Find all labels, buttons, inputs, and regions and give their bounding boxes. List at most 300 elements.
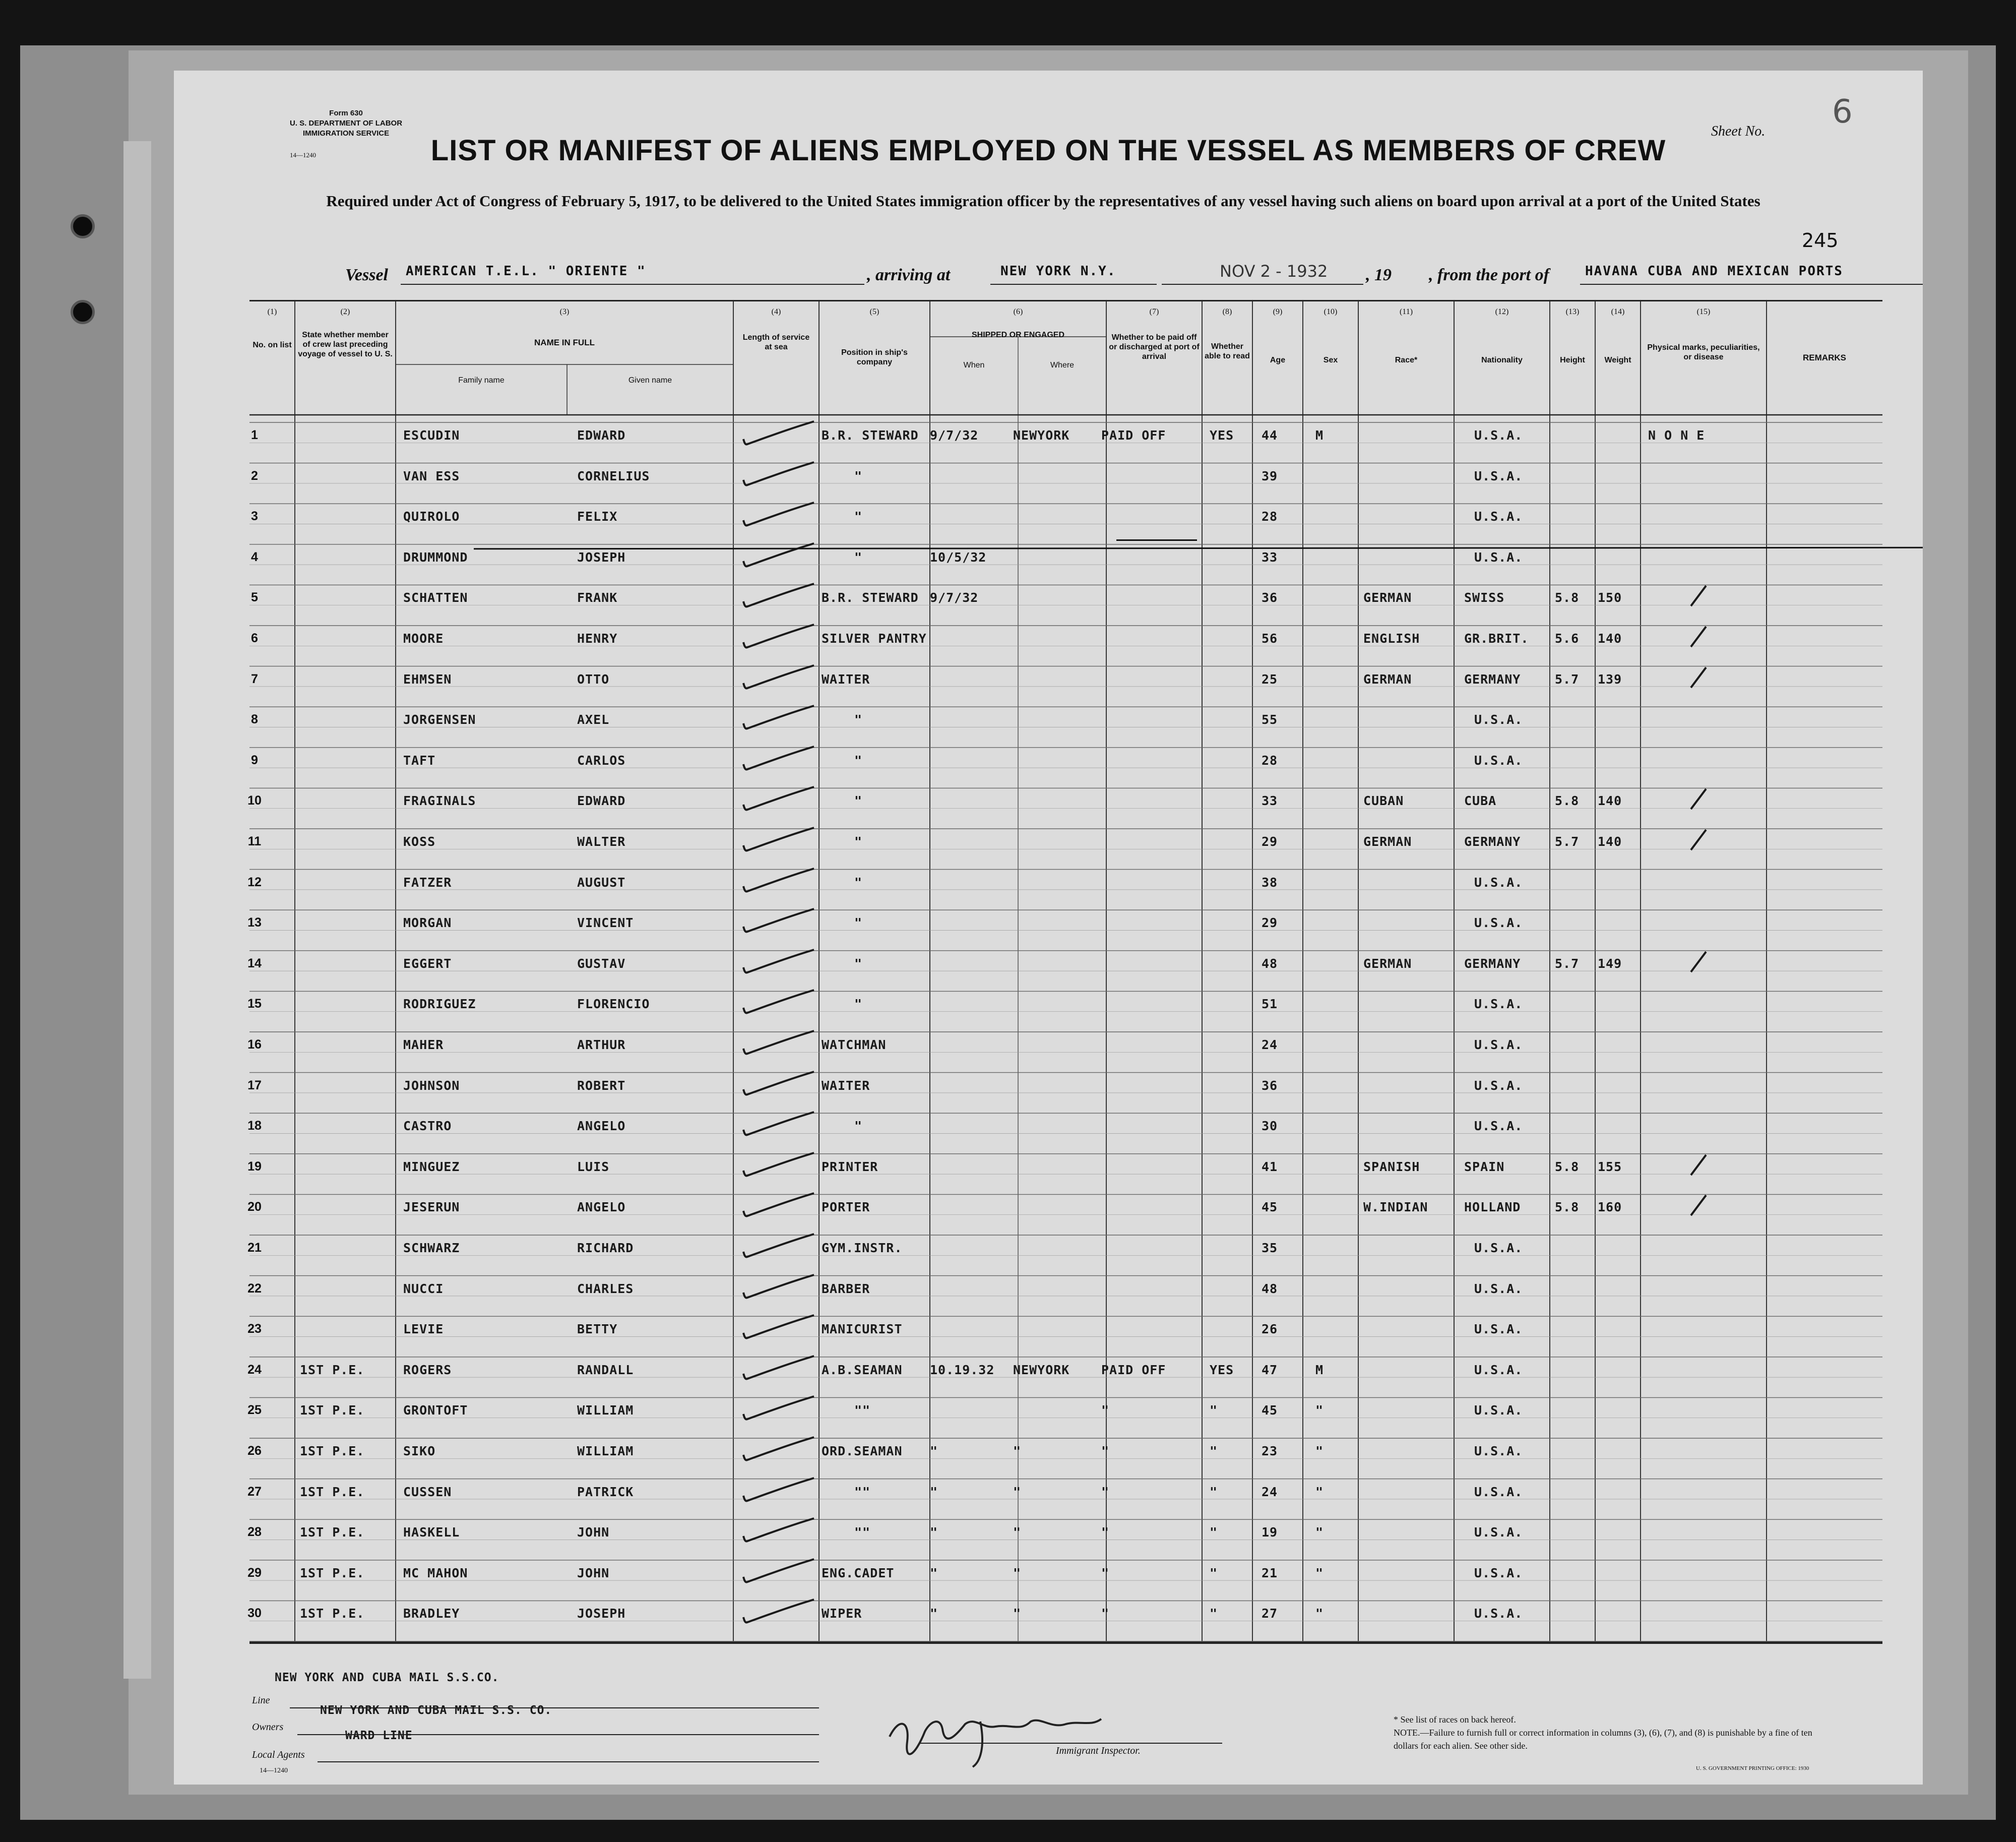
header-shipped-or-engaged: SHIPPED OR ENGAGED xyxy=(971,331,1065,339)
cell-height: 5.7 xyxy=(1555,671,1580,687)
cell-height: 5.8 xyxy=(1555,1159,1580,1174)
page-title: LIST OR MANIFEST OF ALIENS EMPLOYED ON THE VESSEL AS MEMBERS OF CREW xyxy=(430,134,1666,167)
header-race: Race* xyxy=(1395,356,1418,364)
cell-when: 9/7/32 xyxy=(930,428,979,443)
cell-position: " xyxy=(854,753,863,768)
cell-no: 21 xyxy=(247,1241,262,1255)
cell-nationality: U.S.A. xyxy=(1474,1444,1523,1458)
cell-no: 1 xyxy=(251,428,258,442)
cell-where: " xyxy=(1013,1565,1022,1580)
vessel-value: AMERICAN T.E.L. " ORIENTE " xyxy=(406,264,646,279)
service-check-stroke xyxy=(743,828,814,851)
service-check-mark xyxy=(738,1476,819,1506)
service-check-mark xyxy=(738,744,819,774)
cell-position: " xyxy=(854,834,863,849)
service-check-stroke xyxy=(743,869,814,892)
service-check-mark xyxy=(738,419,819,449)
cell-state: 1ST P.E. xyxy=(300,1606,365,1621)
cell-position: "" xyxy=(854,1525,871,1540)
cell-given: WILLIAM xyxy=(577,1444,634,1458)
cell-read: " xyxy=(1210,1444,1218,1458)
cell-family: MC MAHON xyxy=(403,1565,468,1580)
cell-given: JOHN xyxy=(577,1525,610,1540)
cell-given: ARTHUR xyxy=(577,1037,626,1052)
from-port-value: HAVANA CUBA AND MEXICAN PORTS xyxy=(1585,264,1843,279)
cell-weight: 140 xyxy=(1598,834,1622,849)
cell-family: MOORE xyxy=(403,631,444,646)
col-num-2: (2) xyxy=(340,308,350,316)
physical-marks-tick-stroke xyxy=(1691,952,1706,972)
cell-state: 1ST P.E. xyxy=(300,1565,365,1580)
physical-marks-tick-stroke xyxy=(1691,586,1706,606)
cell-position: MANICURIST xyxy=(822,1322,903,1337)
service-check-stroke xyxy=(743,421,814,445)
physical-marks-tick-stroke xyxy=(1691,1155,1706,1175)
cell-where: NEWYORK xyxy=(1013,1362,1070,1377)
footer-form-code: 14—1240 xyxy=(260,1767,288,1774)
physical-marks-tick xyxy=(1686,949,1716,979)
cell-when: 10/5/32 xyxy=(930,549,987,565)
cell-nationality: U.S.A. xyxy=(1474,549,1523,565)
cell-family: SCHWARZ xyxy=(403,1241,460,1255)
col-num-11: (11) xyxy=(1399,308,1413,316)
cell-age: 27 xyxy=(1262,1606,1278,1621)
cell-given: AXEL xyxy=(577,712,610,727)
service-check-stroke xyxy=(743,1031,814,1054)
cell-sex: " xyxy=(1315,1606,1324,1621)
service-check-stroke xyxy=(743,747,814,770)
cell-given: CHARLES xyxy=(577,1281,634,1296)
physical-marks-tick xyxy=(1686,786,1716,817)
cell-when: " xyxy=(930,1565,938,1580)
cell-no: 12 xyxy=(247,875,262,889)
cell-age: 51 xyxy=(1262,997,1278,1012)
service-check-stroke xyxy=(743,1600,814,1623)
service: IMMIGRATION SERVICE xyxy=(302,129,390,138)
cell-family: TAFT xyxy=(403,753,436,768)
cell-nationality: U.S.A. xyxy=(1474,712,1523,727)
cell-sex: " xyxy=(1315,1403,1324,1418)
service-check-mark xyxy=(738,1272,819,1303)
cell-no: 7 xyxy=(251,671,258,686)
cell-nationality: GERMANY xyxy=(1464,671,1521,687)
arrival-date: NOV 2 - 1932 xyxy=(1220,262,1328,281)
cell-given: ANGELO xyxy=(577,1119,626,1134)
cell-read: YES xyxy=(1210,428,1234,443)
header-paid-off: Whether to be paid off or discharged at port of arrival xyxy=(1109,333,1200,361)
cell-no: 9 xyxy=(251,753,258,767)
cell-no: 11 xyxy=(247,834,262,848)
cell-read: YES xyxy=(1210,1362,1234,1377)
form-code: 14—1240 xyxy=(290,151,316,159)
cell-weight: 139 xyxy=(1598,671,1622,687)
cell-no: 25 xyxy=(247,1403,262,1418)
cell-given: FLORENCIO xyxy=(577,997,650,1012)
cell-position: " xyxy=(854,793,863,809)
service-check-stroke xyxy=(743,909,814,932)
header-given-name: Given name xyxy=(628,376,672,385)
binder-hole xyxy=(71,300,95,324)
cell-nationality: U.S.A. xyxy=(1474,468,1523,483)
cell-position: "" xyxy=(854,1403,871,1418)
cell-no: 17 xyxy=(247,1078,262,1092)
cell-when: " xyxy=(930,1444,938,1458)
cell-position: B.R. STEWARD xyxy=(822,590,919,605)
cell-weight: 150 xyxy=(1598,590,1622,605)
cell-position: B.R. STEWARD xyxy=(822,428,919,443)
cell-nationality: U.S.A. xyxy=(1474,753,1523,768)
cell-sex: M xyxy=(1315,428,1324,443)
cell-given: JOSEPH xyxy=(577,549,626,565)
col-num-1: (1) xyxy=(267,308,277,316)
cell-position: " xyxy=(854,468,863,483)
cell-age: 48 xyxy=(1262,1281,1278,1296)
header-position: Position in ship's company xyxy=(841,348,908,366)
cell-no: 8 xyxy=(251,712,258,727)
cell-given: RANDALL xyxy=(577,1362,634,1377)
cell-nationality: U.S.A. xyxy=(1474,1403,1523,1418)
cell-where: " xyxy=(1013,1606,1022,1621)
service-check-mark xyxy=(738,581,819,611)
cell-nationality: U.S.A. xyxy=(1474,915,1523,931)
service-check-mark xyxy=(738,906,819,937)
service-check-stroke xyxy=(743,990,814,1013)
header-weight: Weight xyxy=(1604,356,1631,364)
form-number: Form 630 xyxy=(329,109,363,117)
col-num-9: (9) xyxy=(1273,308,1283,316)
cell-race: GERMAN xyxy=(1363,590,1412,605)
cell-age: 33 xyxy=(1262,549,1278,565)
binder-hole xyxy=(71,214,95,238)
cell-given: JOHN xyxy=(577,1565,610,1580)
cell-family: CUSSEN xyxy=(403,1484,452,1499)
cell-no: 5 xyxy=(251,590,258,605)
cell-where: " xyxy=(1013,1525,1022,1540)
cell-nationality: U.S.A. xyxy=(1474,1037,1523,1052)
cell-given: CARLOS xyxy=(577,753,626,768)
cell-nationality: U.S.A. xyxy=(1474,1565,1523,1580)
service-check-stroke xyxy=(743,1315,814,1338)
col-num-15: (15) xyxy=(1696,308,1711,316)
service-check-mark xyxy=(738,663,819,693)
col-num-6: (6) xyxy=(1013,308,1023,316)
header-nationality: Nationality xyxy=(1481,356,1523,364)
line-value: NEW YORK AND CUBA MAIL S.S.CO. xyxy=(275,1671,499,1684)
cell-age: 56 xyxy=(1262,631,1278,646)
cell-given: EDWARD xyxy=(577,428,626,443)
col-num-8: (8) xyxy=(1222,308,1232,316)
service-check-stroke xyxy=(743,625,814,648)
cell-race: SPANISH xyxy=(1363,1159,1420,1174)
arriving-label: , arriving at xyxy=(867,266,951,284)
cell-age: 28 xyxy=(1262,753,1278,768)
cell-nationality: U.S.A. xyxy=(1474,1362,1523,1377)
cell-age: 45 xyxy=(1262,1200,1278,1215)
col-num-5: (5) xyxy=(869,308,879,316)
physical-marks-tick-stroke xyxy=(1691,830,1706,850)
cell-position: " xyxy=(854,956,863,971)
cell-no: 16 xyxy=(247,1037,262,1052)
cell-age: 19 xyxy=(1262,1525,1278,1540)
local-agents-value: WARD LINE xyxy=(345,1729,413,1742)
col-num-3: (3) xyxy=(559,308,570,316)
cell-age: 39 xyxy=(1262,468,1278,483)
page-edge-strip xyxy=(123,141,151,1679)
cell-no: 27 xyxy=(247,1484,262,1499)
cell-age: 24 xyxy=(1262,1484,1278,1499)
cell-given: OTTO xyxy=(577,671,610,687)
physical-marks-tick xyxy=(1686,583,1716,613)
cell-given: BETTY xyxy=(577,1322,618,1337)
cell-paid: " xyxy=(1101,1484,1110,1499)
cell-no: 29 xyxy=(247,1565,262,1580)
cell-family: ROGERS xyxy=(403,1362,452,1377)
cell-given: ANGELO xyxy=(577,1200,626,1215)
service-check-mark xyxy=(738,866,819,896)
service-check-mark xyxy=(738,947,819,977)
cell-given: CORNELIUS xyxy=(577,468,650,483)
col-num-12: (12) xyxy=(1495,308,1509,316)
cell-family: GRONTOFT xyxy=(403,1403,468,1418)
cell-when: " xyxy=(930,1484,938,1499)
service-check-mark xyxy=(738,784,819,815)
header-state: State whether member of crew last preceding voyage of vessel to U. S. xyxy=(298,331,393,358)
header-where: Where xyxy=(1050,361,1075,370)
cell-no: 19 xyxy=(247,1159,262,1174)
cell-age: 21 xyxy=(1262,1565,1278,1580)
cell-when: " xyxy=(930,1525,938,1540)
cell-no: 14 xyxy=(247,956,262,970)
physical-marks-tick-stroke xyxy=(1691,627,1706,647)
crew-table xyxy=(249,300,1882,1644)
cell-family: BRADLEY xyxy=(403,1606,460,1621)
service-check-stroke xyxy=(743,1193,814,1216)
cell-where: " xyxy=(1013,1484,1022,1499)
cell-read: " xyxy=(1210,1525,1218,1540)
cell-position: GYM.INSTR. xyxy=(822,1241,903,1255)
cell-family: JORGENSEN xyxy=(403,712,476,727)
cell-when: 10.19.32 xyxy=(930,1362,995,1377)
cell-physical: N O N E xyxy=(1648,428,1705,443)
cell-no: 4 xyxy=(251,549,258,564)
cell-race: ENGLISH xyxy=(1363,631,1420,646)
from-port-label: , from the port of xyxy=(1429,266,1549,284)
service-check-stroke xyxy=(743,584,814,607)
cell-no: 13 xyxy=(247,915,262,930)
cell-nationality: U.S.A. xyxy=(1474,1241,1523,1255)
cell-age: 47 xyxy=(1262,1362,1278,1377)
col-num-14: (14) xyxy=(1611,308,1625,316)
cell-height: 5.8 xyxy=(1555,1200,1580,1215)
cell-position: " xyxy=(854,549,863,565)
cell-read: " xyxy=(1210,1484,1218,1499)
header-age: Age xyxy=(1270,356,1286,364)
service-check-mark xyxy=(738,1069,819,1099)
cell-nationality: GERMANY xyxy=(1464,834,1521,849)
cell-no: 22 xyxy=(247,1281,262,1296)
cell-state: 1ST P.E. xyxy=(300,1362,365,1377)
header-no-on-list: No. on list xyxy=(253,341,292,349)
cell-position: A.B.SEAMAN xyxy=(822,1362,903,1377)
header-sex: Sex xyxy=(1323,356,1338,364)
cell-sex: " xyxy=(1315,1565,1324,1580)
cell-state: 1ST P.E. xyxy=(300,1403,365,1418)
cell-age: 55 xyxy=(1262,712,1278,727)
cell-age: 36 xyxy=(1262,590,1278,605)
cell-given: HENRY xyxy=(577,631,618,646)
physical-marks-tick xyxy=(1686,624,1716,654)
cell-family: KOSS xyxy=(403,834,436,849)
cell-family: FATZER xyxy=(403,875,452,890)
service-check-stroke xyxy=(743,950,814,973)
cell-position: PRINTER xyxy=(822,1159,878,1174)
cell-family: EGGERT xyxy=(403,956,452,971)
cell-no: 2 xyxy=(251,468,258,483)
cell-sex: " xyxy=(1315,1484,1324,1499)
col-num-4: (4) xyxy=(771,308,781,316)
vessel-label: Vessel xyxy=(345,266,388,284)
service-check-mark xyxy=(738,460,819,490)
department: U. S. DEPARTMENT OF LABOR xyxy=(290,119,403,128)
service-check-stroke xyxy=(743,706,814,729)
inspector-signature xyxy=(879,1701,1162,1772)
cell-age: 23 xyxy=(1262,1444,1278,1458)
cell-age: 28 xyxy=(1262,509,1278,524)
cell-position: "" xyxy=(854,1484,871,1499)
cell-when: 9/7/32 xyxy=(930,590,979,605)
service-check-stroke xyxy=(743,1112,814,1135)
cell-sex: M xyxy=(1315,1362,1324,1377)
physical-marks-tick-stroke xyxy=(1691,1195,1706,1215)
cell-nationality: U.S.A. xyxy=(1474,997,1523,1012)
cell-family: HASKELL xyxy=(403,1525,460,1540)
cell-paid: PAID OFF xyxy=(1101,428,1166,443)
cell-state: 1ST P.E. xyxy=(300,1484,365,1499)
cell-family: NUCCI xyxy=(403,1281,444,1296)
cell-nationality: U.S.A. xyxy=(1474,875,1523,890)
cell-family: MORGAN xyxy=(403,915,452,931)
cell-position: WIPER xyxy=(822,1606,862,1621)
cell-family: EHMSEN xyxy=(403,671,452,687)
cell-no: 18 xyxy=(247,1119,262,1133)
sheet-label: Sheet No. xyxy=(1711,124,1766,139)
cell-height: 5.8 xyxy=(1555,590,1580,605)
cell-no: 3 xyxy=(251,509,258,524)
cell-race: GERMAN xyxy=(1363,834,1412,849)
cell-nationality: U.S.A. xyxy=(1474,1606,1523,1621)
cell-sex: " xyxy=(1315,1444,1324,1458)
cell-nationality: GERMANY xyxy=(1464,956,1521,971)
header-able-to-read: Whether able to read xyxy=(1205,342,1250,360)
service-check-mark xyxy=(738,541,819,571)
cell-position: SILVER PANTRY xyxy=(822,631,927,646)
cell-given: EDWARD xyxy=(577,793,626,809)
service-check-stroke xyxy=(743,503,814,526)
service-check-mark xyxy=(738,988,819,1018)
cell-where: NEWYORK xyxy=(1013,428,1070,443)
cell-height: 5.6 xyxy=(1555,631,1580,646)
cell-position: ENG.CADET xyxy=(822,1565,895,1580)
service-check-stroke xyxy=(743,665,814,689)
cell-age: 26 xyxy=(1262,1322,1278,1337)
cell-given: FRANK xyxy=(577,590,618,605)
header-name-in-full: NAME IN FULL xyxy=(534,338,595,347)
cell-nationality: U.S.A. xyxy=(1474,1484,1523,1499)
cell-nationality: U.S.A. xyxy=(1474,1119,1523,1134)
cell-age: 25 xyxy=(1262,671,1278,687)
cell-family: JOHNSON xyxy=(403,1078,460,1093)
physical-marks-tick xyxy=(1686,665,1716,695)
cell-nationality: U.S.A. xyxy=(1474,1525,1523,1540)
cell-given: GUSTAV xyxy=(577,956,626,971)
gpo-imprint: U. S. GOVERNMENT PRINTING OFFICE: 1930 xyxy=(1696,1765,1809,1771)
cell-family: QUIROLO xyxy=(403,509,460,524)
cell-weight: 160 xyxy=(1598,1200,1622,1215)
cell-given: ROBERT xyxy=(577,1078,626,1093)
cell-height: 5.8 xyxy=(1555,793,1580,809)
service-check-stroke xyxy=(743,462,814,485)
cell-nationality: HOLLAND xyxy=(1464,1200,1521,1215)
cell-state: 1ST P.E. xyxy=(300,1444,365,1458)
cell-no: 15 xyxy=(247,997,262,1011)
cell-where: " xyxy=(1013,1444,1022,1458)
col-num-13: (13) xyxy=(1565,308,1580,316)
local-agents-label: Local Agents xyxy=(252,1749,305,1760)
cell-age: 48 xyxy=(1262,956,1278,971)
page-subtitle: Required under Act of Congress of February 5, 1917, to be delivered to the United States immigration officer by the representatives of any vessel having such aliens on board upon arrival at a port of the United States xyxy=(326,192,1760,210)
cell-no: 6 xyxy=(251,631,258,645)
cell-position: " xyxy=(854,509,863,524)
cell-family: SCHATTEN xyxy=(403,590,468,605)
cell-family: FRAGINALS xyxy=(403,793,476,809)
cell-age: 33 xyxy=(1262,793,1278,809)
cell-weight: 140 xyxy=(1598,793,1622,809)
service-check-mark xyxy=(738,500,819,530)
header-remarks: REMARKS xyxy=(1803,353,1846,362)
cell-position: BARBER xyxy=(822,1281,870,1296)
service-check-stroke xyxy=(743,543,814,567)
cell-paid: " xyxy=(1101,1444,1110,1458)
cell-nationality: CUBA xyxy=(1464,793,1497,809)
cell-when: " xyxy=(930,1606,938,1621)
service-check-mark xyxy=(738,1028,819,1059)
cell-no: 28 xyxy=(247,1525,262,1540)
service-check-mark xyxy=(738,1557,819,1587)
cell-nationality: U.S.A. xyxy=(1474,428,1523,443)
cell-no: 26 xyxy=(247,1444,262,1458)
cell-position: WATCHMAN xyxy=(822,1037,887,1052)
service-check-stroke xyxy=(743,1518,814,1542)
cell-family: LEVIE xyxy=(403,1322,444,1337)
cell-family: MAHER xyxy=(403,1037,444,1052)
service-check-mark xyxy=(738,1394,819,1424)
service-check-stroke xyxy=(743,1356,814,1379)
cell-nationality: U.S.A. xyxy=(1474,1322,1523,1337)
cell-position: " xyxy=(854,915,863,931)
cell-paid: " xyxy=(1101,1525,1110,1540)
cell-family: SIKO xyxy=(403,1444,436,1458)
cell-nationality: SWISS xyxy=(1464,590,1505,605)
cell-no: 23 xyxy=(247,1322,262,1336)
physical-marks-tick xyxy=(1686,1152,1716,1183)
vessel-line xyxy=(174,260,1923,290)
cell-nationality: SPAIN xyxy=(1464,1159,1505,1174)
strike-through-line xyxy=(1116,539,1197,541)
cell-given: RICHARD xyxy=(577,1241,634,1255)
service-check-mark xyxy=(738,1516,819,1546)
cell-weight: 155 xyxy=(1598,1159,1622,1174)
cell-nationality: U.S.A. xyxy=(1474,1078,1523,1093)
